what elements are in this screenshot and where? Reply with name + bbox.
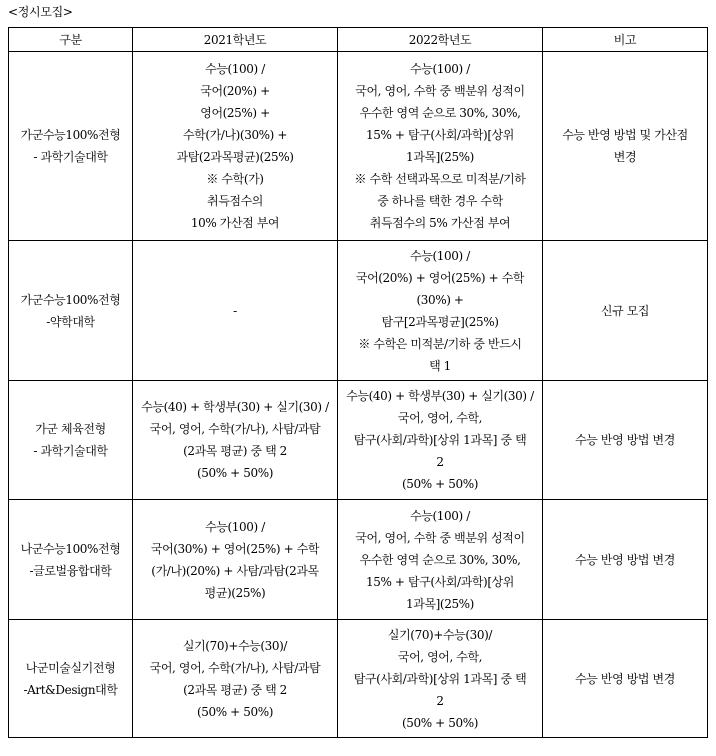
cell-text-line: 실기(70)+수능(30)/ (182, 638, 288, 653)
cell-text-line: (2과목 평균) 중 택 2 (183, 682, 287, 697)
cell-text-line: 평균)(25%) (204, 585, 266, 600)
cell-text-line: 수능(100) / (410, 508, 470, 523)
year-2021-cell (133, 241, 338, 381)
note-cell (543, 500, 708, 620)
table-row (9, 241, 708, 381)
note-cell (543, 52, 708, 241)
cell-text-line: 택 1 (429, 358, 451, 373)
cell-text-line: (가/나)(20%) + 사탐/과탐(2과목 (151, 563, 319, 578)
cell-text-line: 1과목](25%) (406, 150, 474, 164)
cell-text-line: 수능(100) / (205, 62, 265, 76)
cell-text-line: 수능 반영 방법 변경 (575, 552, 675, 567)
cell-text-line: (50% + 50%) (197, 704, 273, 719)
category-cell (9, 620, 133, 738)
cell-text-line: 탐구(사회/과학)[상위 1과목] 중 택 (353, 433, 527, 447)
header-row (9, 28, 708, 52)
cell-text-line: (2과목 평균) 중 택 2 (183, 444, 287, 458)
cell-text-line: 우수한 영역 순으로 30%, 30%, (359, 106, 521, 120)
cell-text-line: 국어, 영어, 수학, (397, 649, 483, 664)
cell-text-line: 2 (436, 455, 444, 469)
cell-text-line: 국어, 영어, 수학(가/나), 사탐/과탐 (149, 422, 321, 436)
cell-text-line: 중 하나를 택한 경우 수학 (377, 194, 503, 208)
year-2021-cell (133, 381, 338, 500)
cell-text-line: 가군 체육전형 (35, 422, 106, 436)
cell-text-line: 국어, 영어, 수학 중 백분위 성적이 (355, 84, 525, 98)
cell-text-line: 수능 반영 방법 변경 (575, 671, 675, 686)
cell-text-line: 가군수능100%전형 (20, 292, 121, 307)
table-row (9, 500, 708, 620)
cell-text-line: 국어(20%) + (200, 84, 270, 98)
header-2022: 2022학년도 (338, 28, 543, 52)
cell-text-line: -약학대학 (46, 314, 95, 329)
year-2022-cell (338, 241, 543, 381)
cell-text-line: 국어, 영어, 수학(가/나), 사탐/과탐 (149, 660, 321, 675)
cell-text-line: - (233, 303, 237, 318)
header-note: 비고 (543, 28, 708, 52)
cell-text-line: ※ 수학은 미적분/기하 중 반드시 (358, 336, 522, 351)
cell-text-line: 신규 모집 (600, 303, 650, 318)
cell-text-line: - 과학기술대학 (33, 150, 108, 164)
category-cell (9, 241, 133, 381)
cell-text-line: ※ 수학(가) (206, 172, 264, 186)
cell-text-line: 국어, 영어, 수학, (397, 411, 483, 425)
table-body (9, 52, 708, 738)
cell-text-line: 국어(30%) + 영어(25%) + 수학 (150, 541, 320, 556)
cell-text-line: 수능(100) / (205, 519, 265, 534)
category-cell (9, 52, 133, 241)
year-2022-cell (338, 500, 543, 620)
cell-text-line: -글로벌융합대학 (29, 563, 112, 578)
cell-text-line: 영어(25%) + (200, 106, 270, 120)
cell-text-line: 국어, 영어, 수학 중 백분위 성적이 (355, 530, 525, 545)
cell-text-line: 실기(70)+수능(30)/ (387, 627, 493, 642)
cell-text-line: 국어(20%) + 영어(25%) + 수학 (355, 270, 525, 285)
cell-text-line: 나군수능100%전형 (20, 541, 121, 556)
cell-text-line: 15% + 탐구(사회/과학)[상위 (366, 574, 514, 589)
cell-text-line: 수능(40) + 학생부(30) + 실기(30) / (346, 389, 534, 403)
cell-text-line: 수능(100) / (410, 62, 470, 76)
category-cell (9, 500, 133, 620)
cell-text-line: (50% + 50%) (402, 715, 478, 730)
year-2021-cell (133, 500, 338, 620)
cell-text-line: 취득점수의 5% 가산점 부여 (369, 216, 511, 230)
cell-text-line: 수능(40) + 학생부(30) + 실기(30) / (141, 400, 329, 414)
cell-text-line: (50% + 50%) (402, 477, 478, 491)
cell-text-line: 가군수능100%전형 (20, 128, 121, 142)
note-cell (543, 620, 708, 738)
cell-text-line: 취득점수의 (207, 194, 263, 208)
header-2021: 2021학년도 (133, 28, 338, 52)
year-2022-cell (338, 52, 543, 241)
year-2021-cell (133, 620, 338, 738)
header-category: 구분 (9, 28, 133, 52)
admissions-comparison-table (8, 27, 708, 738)
cell-text-line: 나군미술실기전형 (25, 660, 116, 675)
cell-text-line: 탐구[2과목평균](25%) (381, 314, 499, 329)
year-2022-cell (338, 381, 543, 500)
cell-text-line: 10% 가산점 부여 (190, 216, 280, 230)
cell-text-line: -Art&Design대학 (23, 682, 118, 697)
year-2021-cell (133, 52, 338, 241)
cell-text-line: 우수한 영역 순으로 30%, 30%, (359, 552, 521, 567)
cell-text-line: 변경 (613, 150, 637, 164)
year-2022-cell (338, 620, 543, 738)
cell-text-line: ※ 수학 선택과목으로 미적분/기하 (354, 172, 526, 186)
cell-text-line: 수능 반영 방법 및 가산점 (562, 128, 688, 142)
cell-text-line: 15% + 탐구(사회/과학)[상위 (366, 128, 514, 142)
table-row (9, 620, 708, 738)
table-row (9, 52, 708, 241)
cell-text-line: 1과목](25%) (406, 596, 474, 611)
cell-text-line: 과탐(2과목평균)(25%) (176, 150, 294, 164)
cell-text-line: 탐구(사회/과학)[상위 1과목] 중 택 (353, 671, 527, 686)
cell-text-line: - 과학기술대학 (33, 444, 108, 458)
cell-text-line: 2 (436, 693, 444, 708)
note-cell (543, 241, 708, 381)
cell-text-line: (30%) + (416, 292, 464, 307)
note-cell (543, 381, 708, 500)
cell-text-line: (50% + 50%) (197, 466, 273, 480)
cell-text-line: 수능 반영 방법 변경 (575, 433, 675, 447)
table-row (9, 381, 708, 500)
cell-text-line: 수학(가/나)(30%) + (182, 128, 288, 142)
category-cell (9, 381, 133, 500)
cell-text-line: 수능(100) / (410, 248, 470, 263)
section-caption: <정시모집> (8, 5, 73, 19)
